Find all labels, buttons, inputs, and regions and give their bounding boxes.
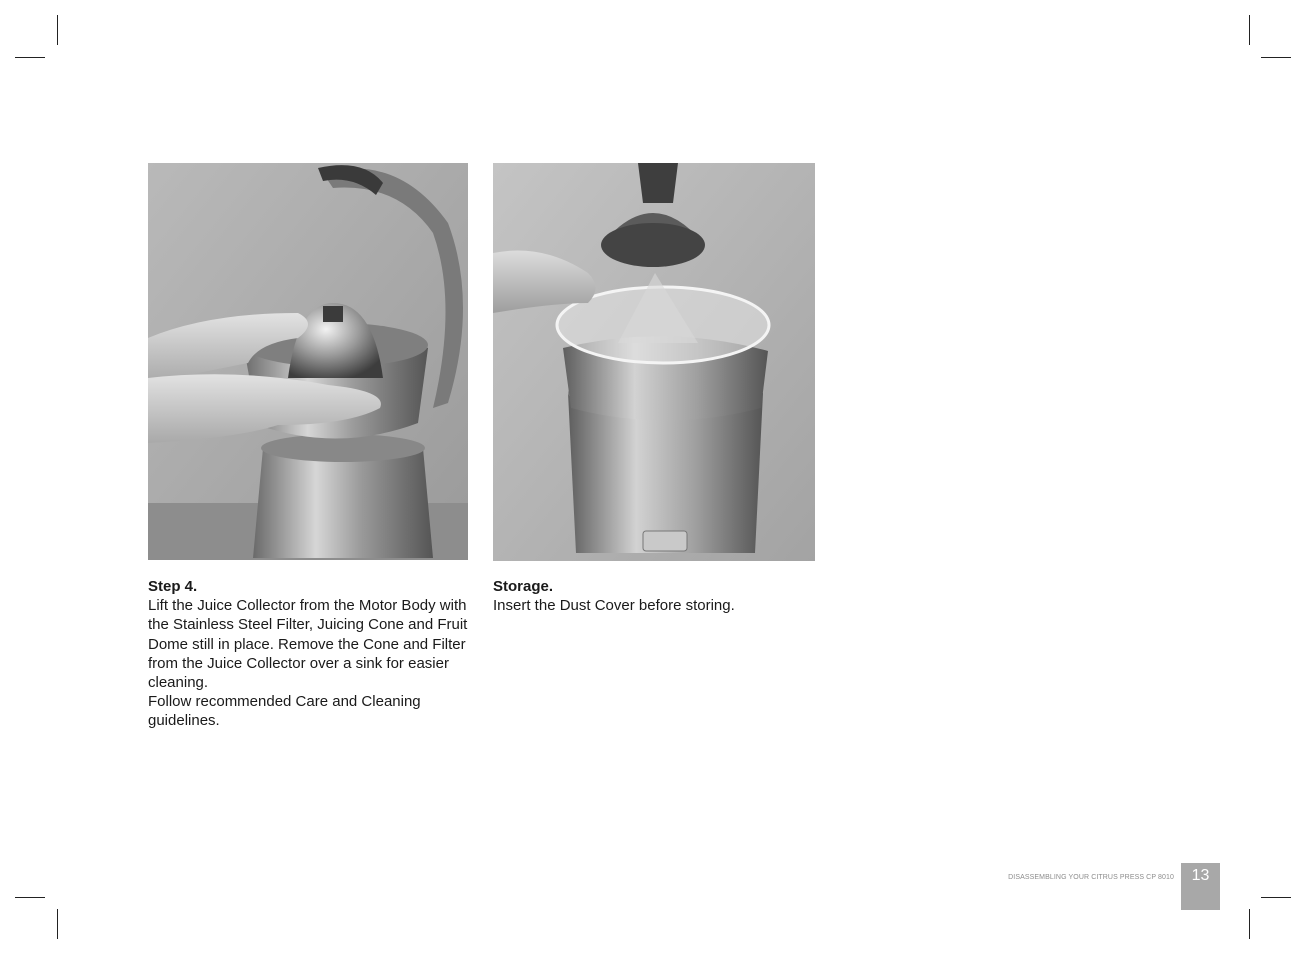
- step4-instructions: Lift the Juice Collector from the Motor Body with the Stainless Steel Filter, Juicing Cone and Fruit Dome still in place. Remove the Cone and Filter from the Juice Collector over a sink for easier cleaning.: [148, 597, 468, 692]
- crop-mark-bottom-right-horizontal: [1261, 897, 1291, 898]
- storage-caption: [493, 577, 815, 615]
- crop-mark-top-left-vertical: [57, 15, 58, 45]
- step4-photo: [148, 163, 468, 560]
- crop-mark-top-right-vertical: [1249, 15, 1250, 45]
- step4-caption: [148, 577, 470, 731]
- crop-mark-bottom-right-vertical: [1249, 909, 1250, 939]
- crop-mark-top-right-horizontal: [1261, 57, 1291, 58]
- crop-mark-top-left-horizontal: [15, 57, 45, 58]
- crop-mark-bottom-left-horizontal: [15, 897, 45, 898]
- step4-heading: Step 4.: [148, 578, 198, 595]
- step4-care-note: Follow recommended Care and Cleaning guidelines.: [148, 693, 421, 730]
- storage-heading: Storage.: [493, 578, 554, 595]
- footer-section-title: DISASSEMBLING YOUR CITRUS PRESS CP 8010: [1008, 874, 1174, 881]
- storage-photo: [493, 163, 815, 561]
- storage-instructions: Insert the Dust Cover before storing.: [493, 597, 735, 615]
- crop-mark-bottom-left-vertical: [57, 909, 58, 939]
- page-number: 13: [1181, 863, 1220, 910]
